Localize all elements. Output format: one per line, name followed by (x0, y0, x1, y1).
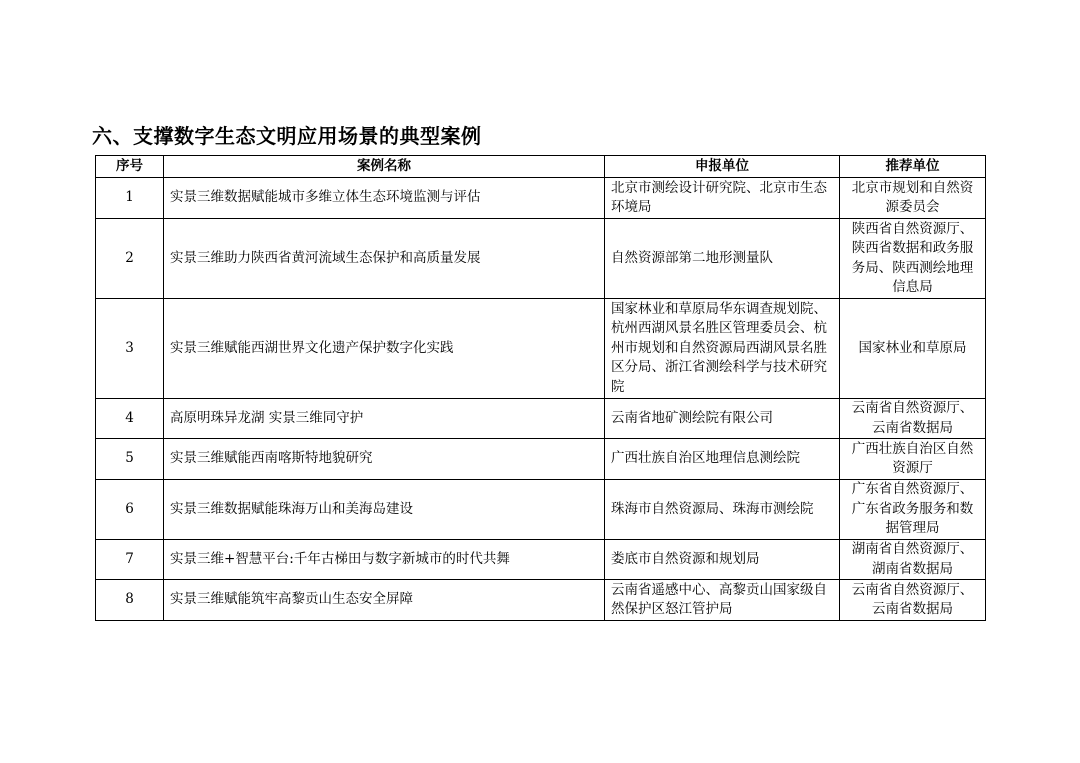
table-row (96, 480, 986, 540)
table-row (96, 399, 986, 439)
recommender-unit: 云南省自然资源厅、云南省数据局 (840, 399, 986, 439)
applicant-unit: 娄底市自然资源和规划局 (605, 540, 840, 580)
case-name: 实景三维赋能筑牢高黎贡山生态安全屏障 (164, 580, 605, 621)
table-row (96, 299, 986, 399)
table-row (96, 540, 986, 580)
case-name: 实景三维数据赋能珠海万山和美海岛建设 (164, 480, 605, 540)
case-name: 实景三维助力陕西省黄河流域生态保护和高质量发展 (164, 219, 605, 299)
row-number: 5 (96, 439, 164, 480)
row-number: 2 (96, 219, 164, 299)
recommender-unit: 北京市规划和自然资源委员会 (840, 178, 986, 219)
applicant-unit: 北京市测绘设计研究院、北京市生态环境局 (605, 178, 840, 219)
recommender-unit: 广东省自然资源厅、广东省政务服务和数据管理局 (840, 480, 986, 540)
applicant-unit: 云南省地矿测绘院有限公司 (605, 399, 840, 439)
header-no: 序号 (96, 156, 164, 178)
table-row (96, 580, 986, 621)
recommender-unit: 湖南省自然资源厅、湖南省数据局 (840, 540, 986, 580)
case-name: 实景三维赋能西湖世界文化遗产保护数字化实践 (164, 299, 605, 399)
case-name: 高原明珠异龙湖 实景三维同守护 (164, 399, 605, 439)
header-recommender: 推荐单位 (840, 156, 986, 178)
row-number: 1 (96, 178, 164, 219)
cases-table (95, 155, 986, 621)
table-row (96, 439, 986, 480)
header-unit: 申报单位 (605, 156, 840, 178)
recommender-unit: 广西壮族自治区自然资源厅 (840, 439, 986, 480)
row-number: 4 (96, 399, 164, 439)
row-number: 7 (96, 540, 164, 580)
table-header-row (96, 156, 986, 178)
recommender-unit: 国家林业和草原局 (840, 299, 986, 399)
applicant-unit: 广西壮族自治区地理信息测绘院 (605, 439, 840, 480)
recommender-unit: 云南省自然资源厅、云南省数据局 (840, 580, 986, 621)
applicant-unit: 云南省遥感中心、高黎贡山国家级自然保护区怒江管护局 (605, 580, 840, 621)
case-name: 实景三维+智慧平台:千年古梯田与数字新城市的时代共舞 (164, 540, 605, 580)
applicant-unit: 珠海市自然资源局、珠海市测绘院 (605, 480, 840, 540)
applicant-unit: 国家林业和草原局华东调查规划院、杭州西湖风景名胜区管理委员会、杭州市规划和自然资源局西湖风景名胜区分局、浙江省测绘科学与技术研究院 (605, 299, 840, 399)
row-number: 8 (96, 580, 164, 621)
table-row (96, 219, 986, 299)
case-name: 实景三维赋能西南喀斯特地貌研究 (164, 439, 605, 480)
applicant-unit: 自然资源部第二地形测量队 (605, 219, 840, 299)
header-name: 案例名称 (164, 156, 605, 178)
case-name: 实景三维数据赋能城市多维立体生态环境监测与评估 (164, 178, 605, 219)
table-row (96, 178, 986, 219)
page-title: 六、支撑数字生态文明应用场景的典型案例 (92, 124, 482, 148)
recommender-unit: 陕西省自然资源厅、陕西省数据和政务服务局、陕西测绘地理信息局 (840, 219, 986, 299)
row-number: 6 (96, 480, 164, 540)
row-number: 3 (96, 299, 164, 399)
